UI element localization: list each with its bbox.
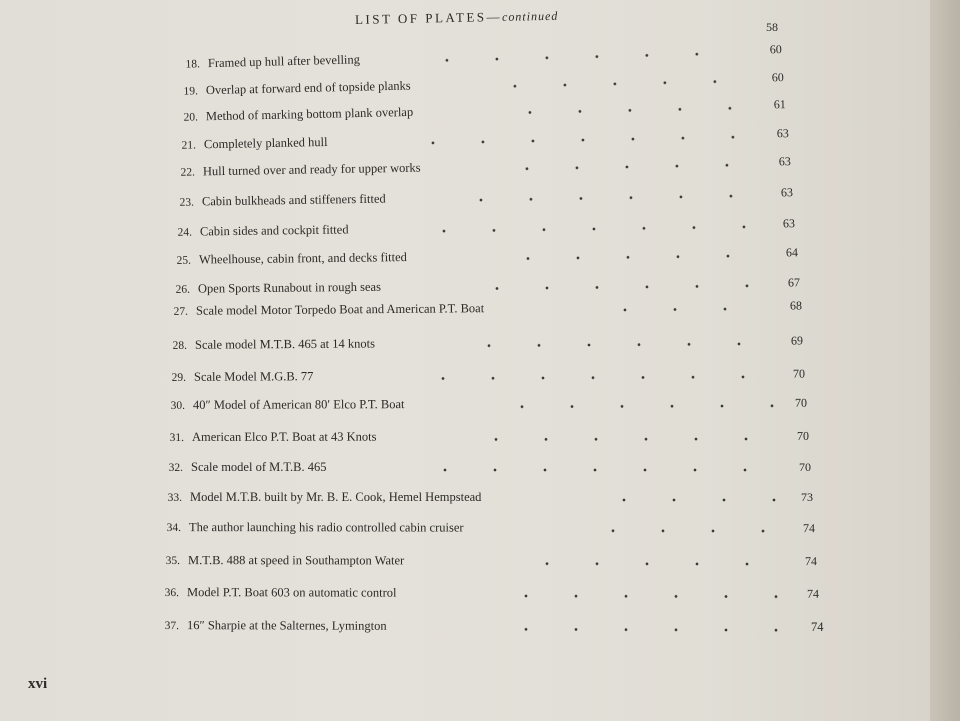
dot-leader (418, 375, 772, 381)
plate-number: 31. (169, 431, 185, 444)
plate-number: 32. (168, 462, 183, 474)
plate-entry (151, 585, 831, 607)
plate-page-number: 61 (773, 97, 786, 112)
plate-number: 29. (171, 371, 187, 384)
plate-entry (167, 154, 803, 185)
dot-leader (599, 498, 782, 502)
dot-leader (497, 404, 775, 409)
plate-entry (166, 185, 805, 215)
plate-number: 26. (175, 283, 191, 296)
plate-number: 19. (183, 85, 199, 98)
plate-title: Framed up hull after bevelling (207, 52, 361, 71)
plate-number: 20. (183, 111, 199, 124)
plate-number: 23. (179, 196, 195, 209)
plate-page-number: 63 (780, 185, 793, 200)
plate-entry (156, 429, 821, 450)
plate-title: Open Sports Runabout in rough seas (197, 279, 382, 296)
plate-entry (163, 245, 810, 273)
plate-number: 25. (176, 254, 192, 267)
plate-title: Cabin bulkheads and stiffeners fitted (201, 191, 386, 209)
plate-page-number: 70 (796, 428, 810, 443)
plate-title: Scale model M.T.B. 465 at 14 knots (194, 336, 375, 352)
plate-page-number: 70 (792, 366, 806, 381)
dot-leader (456, 194, 755, 203)
plate-entry (168, 126, 801, 158)
plate-page-number: 74 (806, 586, 820, 601)
plate-title: Cabin sides and cockpit fitted (199, 222, 349, 239)
plate-title: Hull turned over and ready for upper works (202, 160, 421, 179)
page-edge (930, 0, 960, 721)
plate-page-number: 73 (801, 490, 813, 504)
plate-entry (151, 618, 833, 640)
plate-title: Overlap at forward end of topside planks (205, 78, 411, 98)
plate-page-number: 60 (771, 70, 784, 85)
plate-entry (162, 275, 812, 302)
dot-leader (420, 468, 780, 472)
dot-leader (471, 437, 778, 442)
dot-leader (490, 79, 745, 89)
plate-page-number: 70 (799, 460, 811, 474)
plate-page-number: 63 (778, 154, 791, 169)
plate-title: 40″ Model of American 80′ Elco P.T. Boat (192, 397, 405, 412)
plate-title: American Elco P.T. Boat at 43 Knots (191, 429, 377, 444)
plate-entry (157, 396, 819, 418)
plate-page-number: 67 (787, 275, 801, 290)
plate-title: M.T.B. 488 at speed in Southampton Water (187, 553, 405, 568)
dot-leader (501, 627, 790, 632)
header-dash: — (486, 8, 503, 25)
plate-number: 35. (165, 555, 181, 568)
dot-leader (422, 51, 745, 63)
plate-page-number: 60 (769, 42, 782, 57)
plate-page-number: 74 (804, 554, 818, 569)
plate-title: Completely planked hull (203, 134, 328, 152)
plate-page-number: 63 (776, 126, 789, 141)
dot-leader (600, 307, 768, 312)
plate-title: Model P.T. Boat 603 on automatic control (186, 585, 397, 600)
plate-number: 33. (167, 492, 182, 504)
dot-leader (464, 342, 770, 348)
plate-page-number: 64 (785, 245, 799, 260)
plate-title: Scale model Motor Torpedo Boat and American P.T. Boat (195, 301, 485, 318)
dot-leader (419, 225, 758, 234)
plate-number: 27. (173, 305, 189, 318)
plate-entry (158, 367, 817, 390)
plate-entry (159, 333, 815, 358)
plate-entry (155, 460, 823, 480)
folio: xvi (28, 676, 48, 692)
plate-page-number: 74 (802, 521, 816, 536)
dot-leader (522, 562, 786, 566)
dot-leader (501, 594, 788, 599)
dot-leader (503, 254, 760, 261)
dot-leader (408, 135, 752, 146)
plate-title: Model M.T.B. built by Mr. B. E. Cook, Hemel Hempstead (190, 490, 482, 504)
plate-entry (164, 216, 807, 245)
plate-number: 30. (170, 399, 186, 412)
plate-number: 24. (177, 226, 193, 239)
header-title: LIST OF PLATES (354, 9, 487, 27)
plate-number: 21. (181, 139, 197, 152)
plate-number: 22. (180, 166, 196, 179)
plate-page-number: 68 (789, 298, 803, 313)
dot-leader (505, 106, 750, 115)
plate-title: Scale model of M.T.B. 465 (191, 460, 327, 474)
plate-title: 16″ Sharpie at the Salternes, Lymington (186, 618, 387, 633)
plate-page-number: 69 (790, 333, 804, 348)
plate-number: 34. (166, 522, 182, 535)
plate-entry (154, 490, 825, 510)
plate-title: The author launching his radio controlled cabin cruiser (188, 520, 464, 535)
plate-number: 28. (172, 339, 188, 352)
plate-number: 37. (164, 620, 180, 633)
carry-page-number: 58 (766, 20, 778, 34)
plate-number: 36. (164, 587, 180, 600)
dot-leader (502, 163, 755, 171)
dot-leader (588, 529, 784, 533)
last-plate-page-number: 74 (811, 620, 824, 634)
plate-page-number: 70 (794, 395, 808, 410)
plate-title: Wheelhouse, cabin front, and decks fitted (198, 250, 407, 267)
plate-entry (152, 553, 829, 574)
plate-entry (160, 298, 814, 324)
dot-leader (472, 284, 764, 291)
plate-page-number: 63 (782, 216, 795, 231)
plate-entry (153, 520, 827, 541)
header-continued: continued (501, 8, 559, 24)
plate-number: 18. (185, 58, 201, 71)
plate-title: Scale Model M.G.B. 77 (193, 369, 314, 384)
plate-title: Method of marking bottom plank overlap (205, 104, 414, 124)
